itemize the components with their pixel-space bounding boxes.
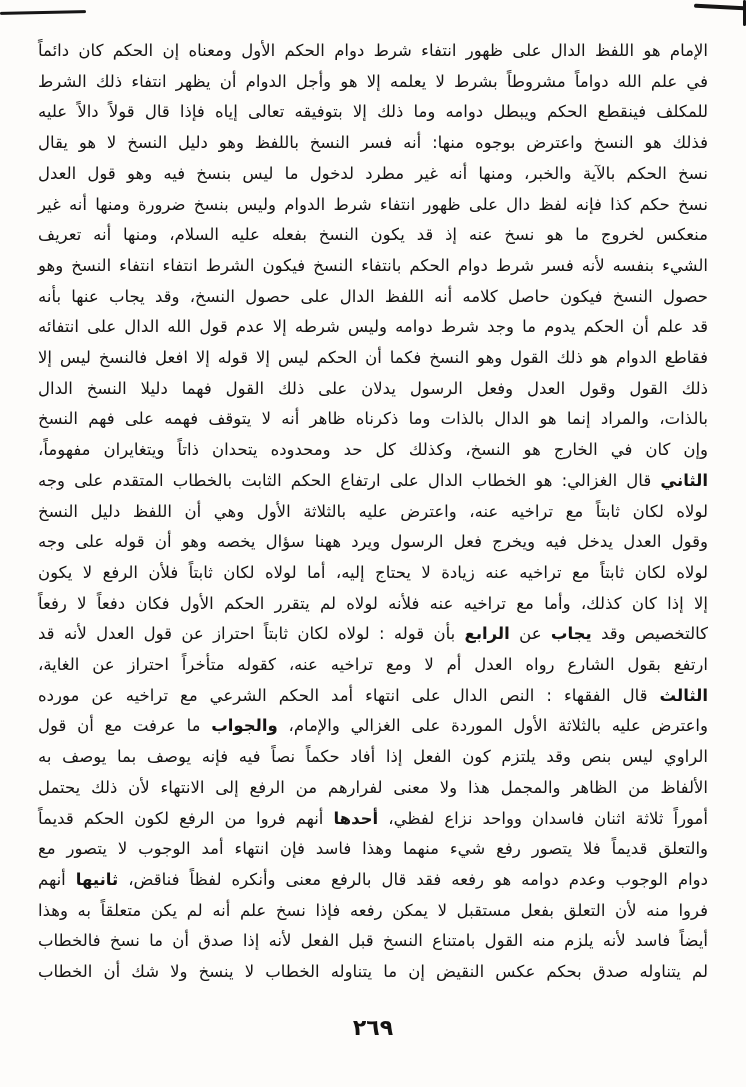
- text-line: [38, 343, 708, 374]
- text-run: ذلك القول وقول العدل وفعل الرسول يدلان على ذلك القول فهما دليلا النسخ الدال: [38, 378, 708, 398]
- text-run: قال الغزالي: هو الخطاب الدال على ارتفاع الحكم الثابت بالخطاب المتقدم على وجه: [38, 470, 661, 490]
- page-text: [38, 36, 708, 988]
- text-line: [38, 497, 708, 528]
- text-line: [38, 312, 708, 343]
- text-line: [38, 36, 708, 67]
- text-line: [38, 926, 708, 957]
- text-run: أيضاً فاسد لأنه يلزم منه القول بامتناع النسخ قبل الفعل لأنه إذا صدق أن ما نسخ فالخطاب: [38, 931, 708, 951]
- bold-term: ثانيها: [75, 869, 119, 889]
- text-run: نسخ حكم كذا فإنه لفظ دال على ظهور انتفاء شرط الدوام وليس بنسخ ضرورة ومنها أنه غير: [38, 194, 708, 214]
- text-line: [38, 251, 708, 282]
- text-line: [38, 773, 708, 804]
- text-line: [38, 865, 708, 896]
- text-run: بأن قوله : لولاه لكان ثابتاً احتراز عن قول العدل لأنه قد: [38, 624, 465, 644]
- text-run: قد علم أن الحكم يدوم ما وجد شرط دوامه وليس شرطه إلا عدم قول الله الدال على انتفائه: [38, 317, 708, 337]
- text-line: [38, 619, 708, 650]
- text-run: نسخ الحكم بالآية والخبر، ومنها أنه غير مطرد لدخول ما ليس بنسخ فيه وهو قول العدل: [38, 163, 708, 183]
- text-run: أموراً ثلاثة اثنان فاسدان وواحد نزاع لفظي،: [378, 808, 708, 828]
- text-run: لولاه لكان ثابتاً مع تراخيه عنه زيادة لا يحتاج إليه، أما لولاه لكان ثابتاً فلأن الرفع لا يكون: [38, 562, 708, 582]
- text-run: والتعلق قديماً فلا يتصور رفع شيء منهما وهذا فاسد فإن انتهاء أمد الوجوب لا يتصور مع: [38, 839, 708, 859]
- text-run: لولاه لكان ثابتاً مع تراخيه عنه، واعترض عليه بالثلاثة الأول وهي أن اللفظ دليل النسخ: [38, 501, 708, 521]
- text-line: [38, 190, 708, 221]
- text-line: [38, 896, 708, 927]
- text-run: وقول العدل يدخل فيه ويخرج فعل الرسول ويرد ههنا سؤال يخصه وهو أن قوله على وجه: [38, 532, 708, 552]
- text-line: [38, 681, 708, 712]
- text-line: [38, 282, 708, 313]
- text-line: [38, 128, 708, 159]
- text-line: [38, 589, 708, 620]
- bold-term: يجاب: [550, 624, 592, 644]
- text-line: [38, 527, 708, 558]
- text-run: منعكس لخروج ما هو نسخ عنه إذ قد يكون النسخ بفعله عليه السلام، ومنها أنه تعريف: [38, 225, 708, 245]
- text-line: [38, 558, 708, 589]
- text-line: [38, 466, 708, 497]
- text-run: كالتخصيص وقد: [591, 624, 708, 644]
- text-run: دوام الوجوب وعدم دوامه هو رفعه فقد قال بالرفع معنى وأنكره لفظاً فناقض،: [118, 869, 708, 889]
- text-run: فذلك هو النسخ واعترض بوجوه منها: أنه فسر النسخ باللفظ وهو دليل النسخ لا هو يقال: [38, 133, 708, 153]
- text-line: [38, 742, 708, 773]
- scan-artifact: [0, 10, 86, 15]
- text-line: [38, 220, 708, 251]
- text-run: الراوي ليس بنص وقد يلتزم كون الفعل إذا أفاد حكماً نصاً فيه فإنه يوصف بما يوصف به: [38, 747, 708, 767]
- text-run: وإن كان في الخارج هو النسخ، وكذلك كل حد ومحدوده يتحدان ذاتاً ويتغايران مفهوماً،: [38, 440, 708, 460]
- text-run: في علم الله دواماً مشروطاً بشرط لا يعلمه إلا هو وأجل الدوام أن يظهر انتفاء ذلك الشرط: [38, 71, 708, 91]
- text-run: قال الفقهاء : النص الدال على انتهاء أمد الحكم الشرعي مع تراخيه عن مورده: [38, 685, 660, 705]
- text-run: ارتفع بقول الشارع رواه العدل أم لا ومع تراخيه عنه، كقوله متأخراً احتراز عن الغاية،: [38, 655, 708, 675]
- text-run: بالذات، والمراد إنما هو الدال بالذات وما ذكرناه ظاهر أنه لا يتوقف فهمه على فهم النسخ: [38, 409, 708, 429]
- text-run: فقاطع الدوام هو ذلك القول وهو النسخ فكما أن الحكم ليس إلا قوله إلا افعل فالنسخ ليس إلا: [38, 348, 708, 368]
- scan-artifact: [694, 4, 746, 11]
- text-run: حصول النسخ فيكون حاصل كلامه أنه اللفظ الدال على حصول النسخ، وقد يجاب عنها بأنه: [38, 286, 708, 306]
- text-run: الشيء بنفسه لأنه فسر شرط دوام الحكم بانتفاء النسخ فيكون الشرط انتفاء انتفاء النسخ وهو: [38, 255, 708, 275]
- text-line: [38, 711, 708, 742]
- text-line: [38, 374, 708, 405]
- text-line: [38, 435, 708, 466]
- text-line: [38, 834, 708, 865]
- bold-term: الرابع: [464, 624, 510, 644]
- text-line: [38, 67, 708, 98]
- bold-term: أحدها: [333, 808, 379, 828]
- text-line: [38, 804, 708, 835]
- text-line: [38, 404, 708, 435]
- text-run: عن: [509, 624, 551, 644]
- text-run: واعترض عليه بالثلاثة الأول الموردة على الغزالي والإمام،: [277, 716, 708, 736]
- text-line: [38, 159, 708, 190]
- text-run: إلا إذا كان كذلك، وأما مع تراخيه عنه فلأنه لولاه لم يتقرر الحكم الأول فكان دفعاً لا رفعاً: [38, 593, 708, 613]
- text-run: فروا منه لأن التعلق بفعل مستقبل لا يمكن رفعه فإذا نسخ علم أنه لم يكن متعلقاً به وهذا: [38, 900, 708, 920]
- text-run: أنهم: [38, 869, 76, 889]
- text-run: الإمام هو اللفظ الدال على ظهور انتفاء شرط دوام الحكم الأول ومعناه إن الحكم كان دائماً: [38, 41, 708, 60]
- text-run: الألفاظ من الظاهر والمجمل هذا ولا معنى لفرارهم من الرفع إلى الانتهاء لأن ذلك يحتمل: [38, 777, 708, 797]
- text-run: أنهم فروا من الرفع لكون الحكم قديماً: [38, 808, 334, 828]
- text-line: [38, 97, 708, 128]
- text-line: [38, 957, 708, 988]
- bold-term: الثالث: [659, 685, 708, 705]
- text-run: ما عرفت مع أن قول: [38, 716, 212, 736]
- page-number: ٢٦٩: [352, 1016, 394, 1041]
- text-run: للمكلف فينقطع الحكم ويبطل دوامه وما ذلك إلا بتوفيقه تعالى إياه فإذا قال قولاً دالاً عليه: [38, 102, 708, 122]
- text-run: لم يتناوله صدق بحكم عكس النقيض إن ما يتناوله الخطاب لا ينسخ ولا شك أن الخطاب: [38, 962, 708, 982]
- bold-term: الثاني: [660, 470, 708, 490]
- bold-term: والجواب: [211, 716, 278, 736]
- text-line: [38, 650, 708, 681]
